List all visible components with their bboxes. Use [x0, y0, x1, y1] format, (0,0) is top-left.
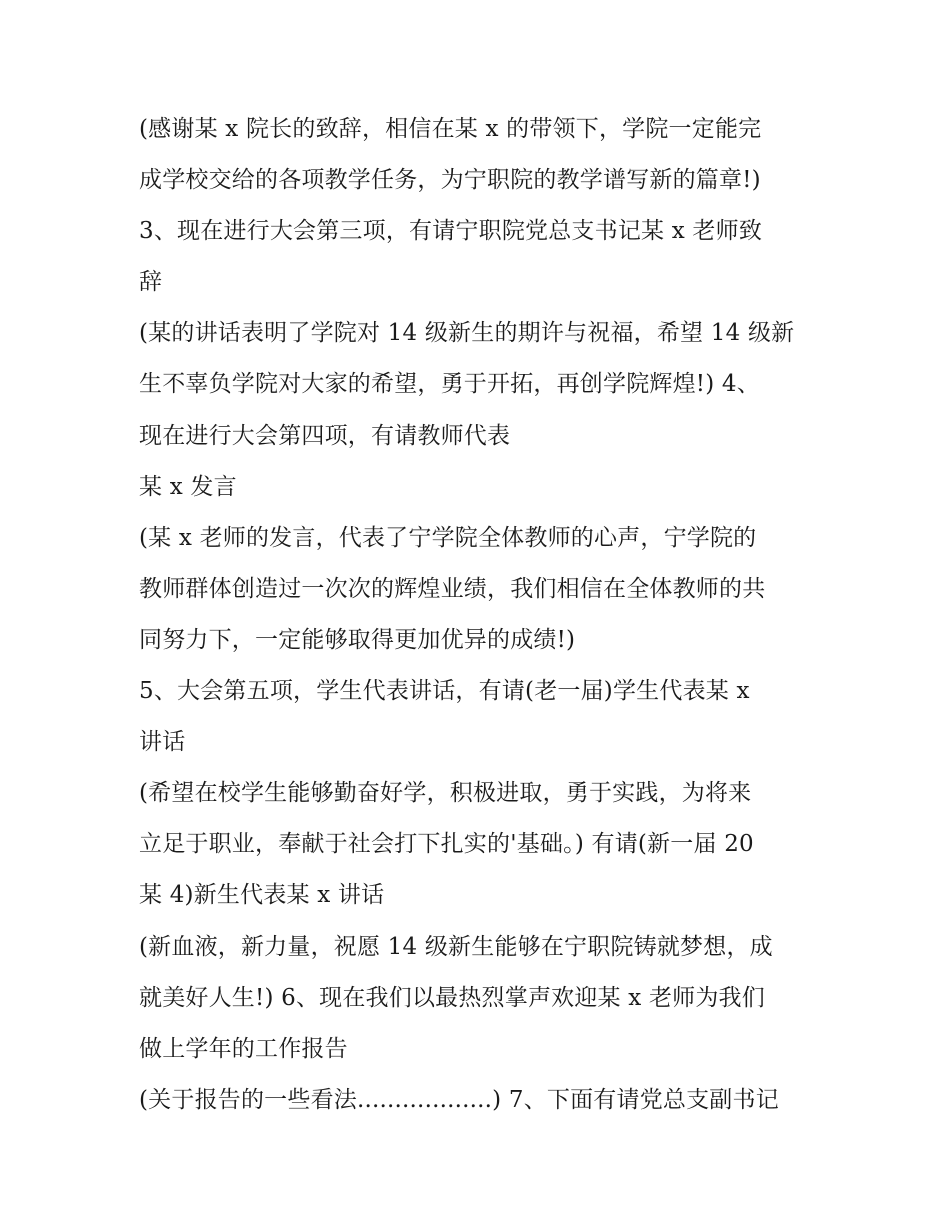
- text-line: (希望在校学生能够勤奋好学，积极进取，勇于实践，为将来: [139, 780, 752, 807]
- text-line: 某 4)新生代表某 x 讲话: [139, 882, 385, 909]
- text-line: (新血液，新力量，祝愿 14 级新生能够在宁职院铸就梦想，成: [139, 933, 773, 960]
- text-line: 同努力下，一定能够取得更加优异的成绩!): [139, 626, 576, 653]
- text-line: 立足于职业，奉献于社会打下扎实的'基础。) 有请(新一届 20: [139, 831, 754, 858]
- text-line: 教师群体创造过一次次的辉煌业绩，我们相信在全体教师的共: [139, 575, 766, 602]
- text-line: 某 x 发言: [139, 473, 237, 500]
- document-body: [139, 104, 839, 1126]
- text-line: 讲话: [139, 729, 186, 756]
- text-line: (某的讲话表明了学院对 14 级新生的期许与祝福，希望 14 级新: [139, 320, 795, 347]
- text-line: 现在进行大会第四项，有请教师代表: [139, 422, 511, 449]
- text-line: (关于报告的一些看法..................) 7、下面有请党总支副书记: [139, 1086, 779, 1113]
- text-line: 就美好人生!) 6、现在我们以最热烈掌声欢迎某 x 老师为我们: [139, 984, 765, 1011]
- text-line: 生不辜负学院对大家的希望，勇于开拓，再创学院辉煌!) 4、: [139, 371, 760, 398]
- text-line: 做上学年的工作报告: [139, 1035, 348, 1062]
- text-line: 3、现在进行大会第三项，有请宁职院党总支书记某 x 老师致: [139, 218, 763, 245]
- text-line: (感谢某 x 院长的致辞，相信在某 x 的带领下，学院一定能完: [139, 116, 762, 142]
- text-line: (某 x 老师的发言，代表了宁学院全体教师的心声，宁学院的: [139, 524, 757, 551]
- text-line: 辞: [139, 269, 163, 296]
- text-line: 5、大会第五项，学生代表讲话，有请(老一届)学生代表某 x: [139, 678, 750, 705]
- text-line: 成学校交给的各项教学任务，为宁职院的教学谱写新的篇章!): [139, 167, 761, 194]
